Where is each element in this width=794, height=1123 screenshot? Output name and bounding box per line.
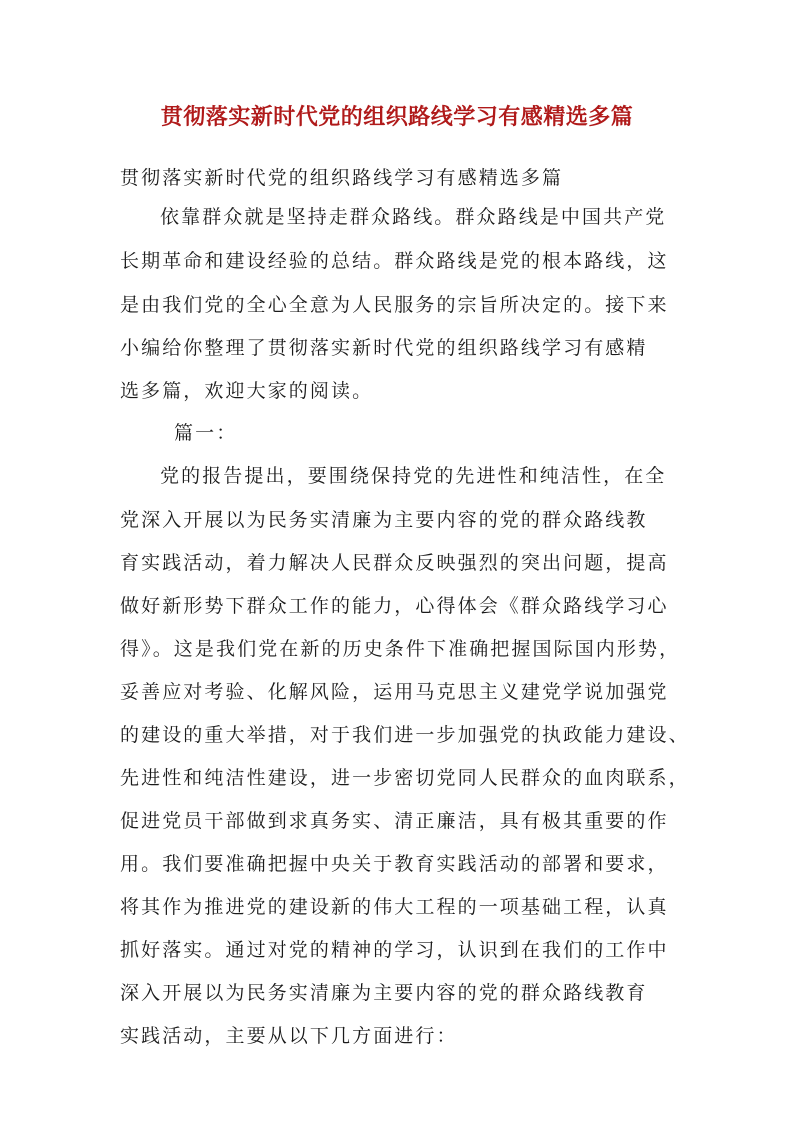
document-title: 贯彻落实新时代党的组织路线学习有感精选多篇 xyxy=(160,104,634,130)
body-line: 实践活动，主要从以下几方面进行： xyxy=(120,1025,458,1047)
intro-line: 是由我们党的全心全意为人民服务的宗旨所决定的。接下来 xyxy=(120,294,669,316)
body-line: 党深入开展以为民务实清廉为主要内容的党的群众路线教 xyxy=(120,509,648,531)
body-line: 抓好落实。通过对党的精神的学习，认识到在我们的工作中 xyxy=(120,939,669,961)
body-line: 育实践活动，着力解决人民群众反映强烈的突出问题，提高 xyxy=(120,552,669,574)
intro-line: 长期革命和建设经验的总结。群众路线是党的根本路线，这 xyxy=(120,250,669,272)
body-line: 促进党员干部做到求真务实、清正廉洁，具有极其重要的作 xyxy=(120,810,669,832)
intro-line: 依靠群众就是坚持走群众路线。群众路线是中国共产党 xyxy=(160,206,667,228)
body-line: 做好新形势下群众工作的能力，心得体会《群众路线学习心 xyxy=(120,595,669,617)
body-line: 用。我们要准确把握中央关于教育实践活动的部署和要求， xyxy=(120,853,669,875)
document-subtitle: 贯彻落实新时代党的组织路线学习有感精选多篇 xyxy=(120,167,564,189)
intro-line: 小编给你整理了贯彻落实新时代党的组织路线学习有感精 xyxy=(120,337,648,359)
body-line: 得》。这是我们党在新的历史条件下准确把握国际国内形势， xyxy=(120,638,681,660)
body-line: 党的报告提出，要围绕保持党的先进性和纯洁性，在全 xyxy=(160,465,667,487)
intro-line: 选多篇，欢迎大家的阅读。 xyxy=(120,380,374,402)
body-line: 的建设的重大举措，对于我们进一步加强党的执政能力建设、 xyxy=(120,724,690,746)
body-line: 将其作为推进党的建设新的伟大工程的一项基础工程，认真 xyxy=(120,896,669,918)
body-line: 深入开展以为民务实清廉为主要内容的党的群众路线教育 xyxy=(120,982,648,1004)
section-heading: 篇一： xyxy=(174,422,238,444)
body-line: 先进性和纯洁性建设，进一步密切党同人民群众的血肉联系， xyxy=(120,767,690,789)
body-line: 妥善应对考验、化解风险，运用马克思主义建党学说加强党 xyxy=(120,681,669,703)
